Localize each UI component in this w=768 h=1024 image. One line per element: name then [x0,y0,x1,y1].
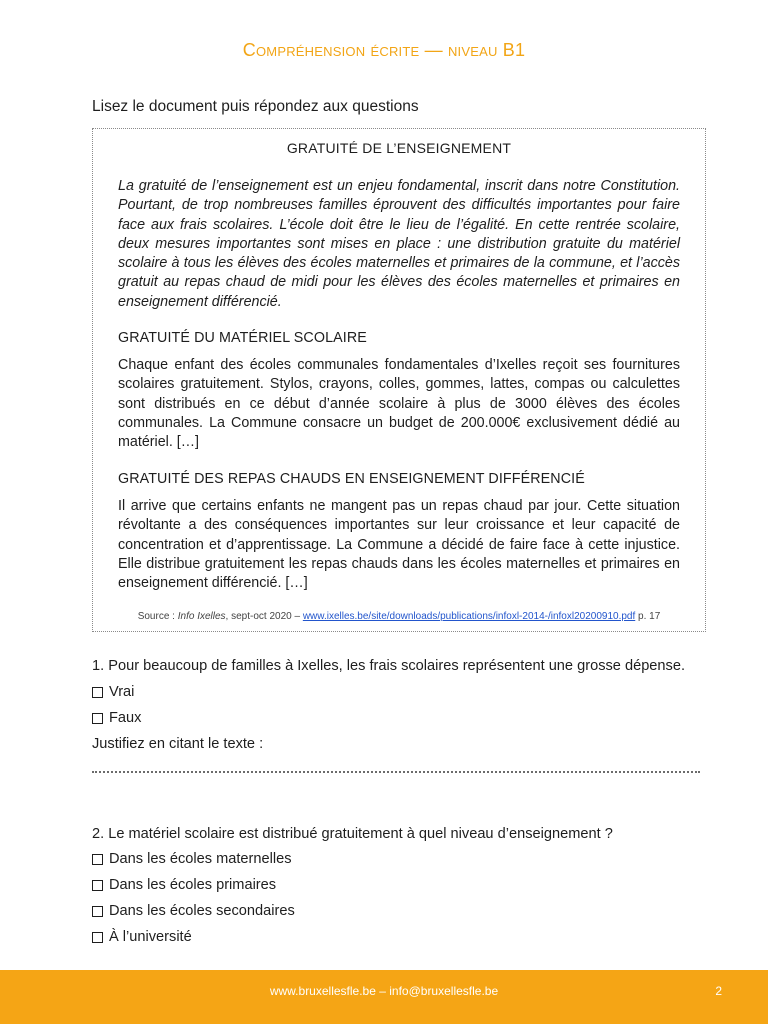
question-1-text: 1. Pour beaucoup de familles à Ixelles, les frais scolaires représentent une grosse dépense. [92,658,686,674]
justify-label: Justifiez en citant le texte : [92,736,264,752]
question-1-option-vrai[interactable] [92,684,134,700]
option-label: Dans les écoles secondaires [109,903,295,919]
source-page: p. 17 [635,611,661,622]
question-1-option-faux[interactable] [92,710,141,726]
section-body-materiel: Chaque enfant des écoles communales fondamentales d’Ixelles reçoit ses fournitures scolaires gratuitement. Stylos, crayons, colles, gommes, lattes, compas ou calculettes sont distribués en ce début d’année scolaire à plus de 3000 élèves des écoles communales. La Commune consacre un budget de 200.000€ exclusivement dédié au matériel. […] [118,357,680,451]
checkbox-icon[interactable] [92,932,103,943]
document-title: GRATUITÉ DE L’ENSEIGNEMENT [286,140,512,156]
option-label: Dans les écoles primaires [109,877,277,893]
footer-bar [0,970,768,1024]
checkbox-icon[interactable] [92,713,103,724]
document-box [92,128,706,632]
checkbox-icon[interactable] [92,854,103,865]
source-date: , sept-oct 2020 – [225,611,303,622]
question-2-option-universite[interactable] [92,929,192,945]
option-label: Faux [109,710,142,726]
document-intro: La gratuité de l’enseignement est un enjeu fondamental, inscrit dans notre Constitution. Pourtant, de trop nombreuses familles éprouvent des difficultés importantes pour faire face aux frais scolaires. L’école doit être le lieu de l’égalité. En cette rentrée scolaire, deux mesures importantes sont mises en place : une distribution gratuite du matériel scolaire à tous les élèves des écoles maternelles et primaires de la commune, et l’accès gratuit au repas chaud de midi pour les élèves des écoles maternelles et primaires en enseignement différencié. [118,178,680,310]
option-label: Vrai [109,684,135,700]
answer-line[interactable] [92,771,700,773]
section-body-repas: Il arrive que certains enfants ne mangent pas un repas chaud par jour. Cette situation révoltante a des conséquences importantes sur leur croissance et leur capacité de concentration et d’apprentissage. La Commune a décidé de faire face à cette injustice. Elle distribue gratuitement les repas chauds dans les écoles maternelles et primaires en enseignement différencié. […] [118,498,680,592]
section-heading-materiel: GRATUITÉ DU MATÉRIEL SCOLAIRE [118,330,367,346]
instruction-text: Lisez le document puis répondez aux questions [92,98,419,115]
source-citation [93,611,705,622]
page-title: Compréhension écrite — niveau B1 [242,40,526,60]
checkbox-icon[interactable] [92,906,103,917]
checkbox-icon[interactable] [92,687,103,698]
source-link[interactable]: www.ixelles.be/site/downloads/publications/infoxl-2014-/infoxl20200910.pdf [302,611,636,622]
page-number: 2 [715,984,722,998]
source-title: Info Ixelles [177,611,226,622]
question-2-text: 2. Le matériel scolaire est distribué gratuitement à quel niveau d’enseignement ? [92,826,613,842]
question-2-option-primaires[interactable] [92,877,276,893]
source-prefix: Source : [137,611,178,622]
question-2-option-secondaires[interactable] [92,903,295,919]
checkbox-icon[interactable] [92,880,103,891]
section-heading-repas: GRATUITÉ DES REPAS CHAUDS EN ENSEIGNEMENT DIFFÉRENCIÉ [118,471,585,487]
question-2-option-maternelles[interactable] [92,851,292,867]
footer-contact[interactable]: www.bruxellesfle.be – info@bruxellesfle.be [269,984,499,998]
option-label: Dans les écoles maternelles [109,851,292,867]
option-label: À l’université [109,929,192,945]
